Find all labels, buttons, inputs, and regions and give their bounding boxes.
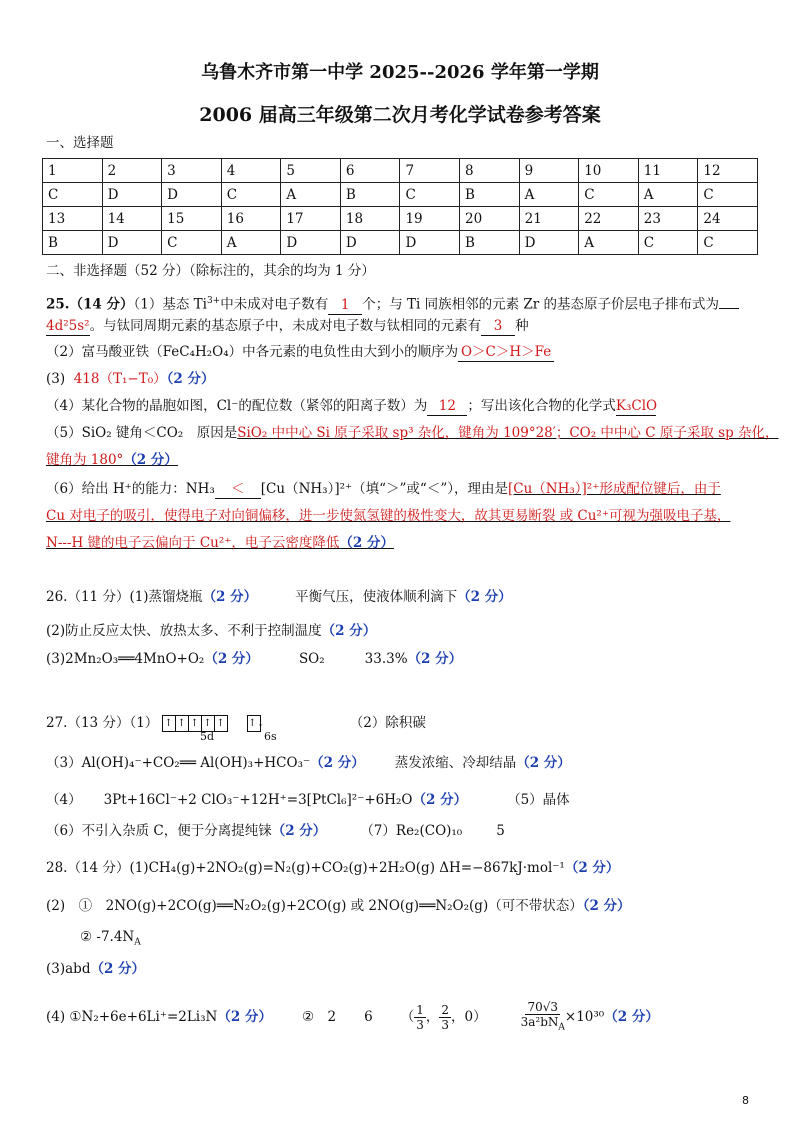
q25-part6-line3: N---H 键的电子云偏向于 Cu²⁺，电子云密度降低（2 分） [46, 535, 395, 551]
q25-part1-line1: 25.（14 分）（1）基态 $Ti^{3+}$中未成对电子数有 1 个；与 Ti 同族相邻的元素 Zr 的基态原子价层电子排布式为 [46, 292, 739, 315]
answer-cell: D [400, 231, 460, 255]
answer-cell: C [698, 231, 758, 255]
table-row [43, 207, 758, 231]
table-row [43, 231, 758, 255]
fraction-one-third: $\frac{1}{3}$ [416, 1003, 424, 1032]
question-number-cell: 10 [579, 159, 639, 183]
q25-part4: （4）某化合物的晶胞如图，Cl⁻的配位数（紧邻的阳离子数）为 12 ；写出该化合物的化学式K₃ClO [46, 398, 658, 414]
answer-cell: D [340, 231, 400, 255]
question-number-cell: 16 [221, 207, 281, 231]
question-number-cell: 21 [519, 207, 579, 231]
table-row [43, 183, 758, 207]
q25-unpaired-electrons-answer: 1 [328, 296, 362, 315]
orbital-box: ↑ [214, 715, 228, 732]
answer-cell: C [698, 183, 758, 207]
answer-cell: A [281, 183, 341, 207]
q25-electronegativity-answer: O＞C＞H＞Fe [458, 343, 554, 362]
q26-line3: (3)2Mn₂O₃══4MnO+O₂（2 分） SO₂ 33.3%（2 分） [46, 651, 463, 667]
orbital-diagram-5d [163, 715, 228, 732]
q27-line3: （4） 3Pt+16Cl⁻+2 ClO₃⁻+12H⁺=3[PtCl₆]²⁻+6H₂O（2 分） （5）晶体 [46, 792, 570, 808]
question-number-cell: 20 [460, 207, 520, 231]
q25-formula-answer: K₃ClO [615, 398, 658, 414]
q25-zr-config-answer: 4d²5s² [46, 318, 90, 334]
answer-cell: D [102, 183, 162, 207]
question-number-cell: 11 [638, 159, 698, 183]
answer-cell: C [638, 231, 698, 255]
answer-cell: A [221, 231, 281, 255]
q25-part2: （2）富马酸亚铁（FeC₄H₂O₄）中各元素的电负性由大到小的顺序为 O＞C＞H＞Fe [46, 343, 554, 362]
orbital-box: ↑ [188, 715, 202, 732]
answer-cell: C [579, 183, 639, 207]
q25-part6-line1: （6）给出 H⁺的能力：NH₃ ＜ [Cu（NH₃）]²⁺（填“＞”或“＜”），理由是[Cu（NH₃）]²⁺形成配位键后，由于 [46, 481, 721, 497]
question-number-cell: 14 [102, 207, 162, 231]
question-number-cell: 9 [519, 159, 579, 183]
q25-number: 25.（14 分） [46, 296, 134, 313]
q28-line5: (4) ①N₂+6e+6Li⁺=2Li₃N（2 分） ② 2 6 （ $\frac{1}{3}$ ， $\frac{2}{3}$ ，0） $\frac{70√3}{3a^2bN_A}$ ×10³⁰（2 分） [46, 1000, 659, 1033]
q28-line1: 28.（14 分）(1)CH₄(g)+2NO₂(g)=N₂(g)+CO₂(g)+2H₂O(g) ΔH=−867kJ·mol⁻¹（2 分） [46, 860, 620, 876]
answer-cell: D [519, 231, 579, 255]
question-number-cell: 24 [698, 207, 758, 231]
q27-line1: 27.（13 分）（1） ↑ ↑ ↑ ↑ ↑ ↑↓ （2）除积碳 [46, 715, 426, 731]
answer-cell: D [281, 231, 341, 255]
q28-line2: (2) ① 2NO(g)+2CO(g)══N₂O₂(g)+2CO(g) 或 2NO(g)══N₂O₂(g)（可不带状态）（2 分） [46, 898, 631, 914]
multiple-choice-answer-table [42, 158, 758, 255]
table-row [43, 159, 758, 183]
question-number-cell: 23 [638, 207, 698, 231]
answer-cell: D [102, 231, 162, 255]
q25-part6-line2: Cu 对电子的吸引，使得电子对向铜偏移，进一步使氮氢键的极性变大，故其更易断裂 或 Cu²⁺可视为强吸电子基， [46, 508, 731, 524]
answer-cell: A [638, 183, 698, 207]
answer-cell: B [460, 231, 520, 255]
fraction-two-thirds: $\frac{2}{3}$ [441, 1003, 450, 1032]
orbital-box: ↑ [162, 715, 176, 732]
q25-part3: (3) 418（T₁−T₀）（2 分） [46, 371, 215, 387]
orbital-diagram-6s [248, 715, 265, 732]
label-6s: 6s [264, 730, 277, 743]
answer-cell: A [519, 183, 579, 207]
question-number-cell: 2 [102, 159, 162, 183]
question-number-cell: 6 [340, 159, 400, 183]
question-number-cell: 12 [698, 159, 758, 183]
q26-line2: (2)防止反应太快、放热太多、不利于控制温度（2 分） [46, 623, 377, 639]
school-title: 乌鲁木齐市第一中学 2025--2026 学年第一学期 [201, 62, 599, 83]
q25-part5-line1: （5）SiO₂ 键角＜CO₂ 原因是SiO₂ 中中心 Si 原子采取 sp³ 杂化，键角为 109°28′；CO₂ 中中心 C 原子采取 sp 杂化， [46, 425, 779, 441]
question-number-cell: 1 [43, 159, 103, 183]
orbital-box: ↑ [201, 715, 215, 732]
answer-cell: C [400, 183, 460, 207]
question-number-cell: 7 [400, 159, 460, 183]
answer-cell: B [340, 183, 400, 207]
q25-element-count-answer: 3 [481, 317, 515, 336]
question-number-cell: 3 [162, 159, 222, 183]
section-non-choice-heading: 二、非选择题（52 分）（除标注的，其余的均为 1 分） [46, 263, 375, 279]
q27-line2: （3）Al(OH)₄⁻+CO₂══ Al(OH)₃+HCO₃⁻（2 分） 蒸发浓缩、冷却结晶（2 分） [46, 755, 571, 771]
question-number-cell: 13 [43, 207, 103, 231]
question-number-cell: 19 [400, 207, 460, 231]
density-fraction: $\frac{70√3}{3a^2bN_A}$ [520, 1000, 565, 1033]
q25-part1-line2: 4d²5s²。与钛同周期元素的基态原子中，未成对电子数与钛相同的元素有 3 种 [46, 318, 529, 334]
orbital-box: ↑↓ [247, 715, 261, 732]
q26-line1: 26.（11 分）(1)蒸馏烧瓶（2 分） 平衡气压，使液体顺利滴下（2 分） [46, 589, 512, 605]
question-number-cell: 8 [460, 159, 520, 183]
question-number-cell: 22 [579, 207, 639, 231]
question-number-cell: 18 [340, 207, 400, 231]
q25-coordination-number-answer: 12 [427, 397, 467, 416]
answer-cell: C [162, 231, 222, 255]
q25-acidity-compare-answer: ＜ [215, 480, 261, 499]
answer-cell: C [221, 183, 281, 207]
answer-cell: D [162, 183, 222, 207]
answer-cell: B [460, 183, 520, 207]
section-multiple-choice-heading: 一、选择题 [46, 135, 114, 151]
question-number-cell: 15 [162, 207, 222, 231]
q27-line4: （6）不引入杂质 C，便于分离提纯铼（2 分） （7）Re₂(CO)₁₀ 5 [46, 823, 505, 839]
q25-bond-angle-reason: SiO₂ 中中心 Si 原子采取 sp³ 杂化，键角为 109°28′；CO₂ 中中心 C 原子采取 sp 杂化， [237, 425, 779, 441]
q28-line4: (3)abd（2 分） [46, 961, 146, 977]
question-number-cell: 17 [281, 207, 341, 231]
answer-cell: C [43, 183, 103, 207]
q28-line3: ② $-7.4N_A$ [80, 929, 141, 948]
exam-title: 2006 届高三年级第二次月考化学试卷参考答案 [199, 104, 601, 126]
question-number-cell: 4 [221, 159, 281, 183]
answer-cell: B [43, 231, 103, 255]
answer-cell: A [579, 231, 639, 255]
q25-part3-answer: 418（T₁−T₀） [73, 371, 167, 387]
q25-part5-line2: 键角为 180°（2 分） [46, 452, 178, 468]
label-5d: 5d [200, 730, 215, 743]
orbital-box: ↑ [175, 715, 189, 732]
page-number: 8 [742, 1094, 749, 1107]
question-number-cell: 5 [281, 159, 341, 183]
